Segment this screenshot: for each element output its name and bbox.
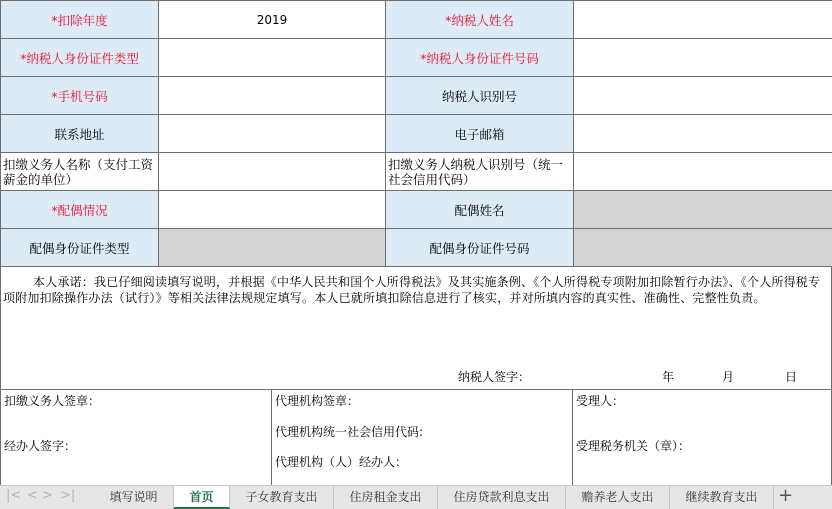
phone-cell[interactable]: [159, 77, 386, 115]
label-spouse-id-number: 配偶身份证件号码: [386, 229, 574, 267]
row-spouse-id: [1, 229, 832, 267]
tax-office-seal-label: 受理税务机关（章）：: [576, 439, 691, 453]
spouse-name-cell[interactable]: [574, 191, 832, 229]
spouse-status-cell[interactable]: [159, 191, 386, 229]
row-withholding-agent: [1, 153, 832, 191]
row-address: [1, 115, 832, 153]
prev-sheet-icon[interactable]: <: [27, 488, 38, 503]
address-cell[interactable]: [159, 115, 386, 153]
label-deduction-year: *扣除年度: [1, 1, 159, 39]
pledge-text: 本人承诺：我已仔细阅读填写说明，并根据《中华人民共和国个人所得税法》及其实施条例、《个人所得税专项附加扣除暂行办法》、《个人所得税专项附加扣除操作办法（试行）》等相关法律法规规定填写。本人已就所填扣除信息进行了核实，并对所填内容的真实性、准确性、完整性负责。: [3, 275, 821, 305]
label-taxpayer-name: *纳税人姓名: [386, 1, 574, 39]
receiver-label: 受理人：: [576, 394, 625, 408]
label-spouse-name: 配偶姓名: [386, 191, 574, 229]
row-deduction-year: [1, 1, 832, 39]
first-sheet-icon[interactable]: |<: [6, 488, 22, 503]
label-phone: *手机号码: [1, 77, 159, 115]
id-type-cell[interactable]: [159, 39, 386, 77]
tab-housing-rent[interactable]: 住房租金支出: [334, 486, 438, 509]
withholding-agent-seal-label: 扣缴义务人签章：: [4, 394, 101, 408]
sheet-tab-bar: [0, 485, 832, 509]
withholding-agent-name-cell[interactable]: [159, 153, 386, 191]
label-address: 联系地址: [1, 115, 159, 153]
tab-child-education[interactable]: 子女教育支出: [230, 486, 334, 509]
email-cell[interactable]: [574, 115, 832, 153]
signature-section: [0, 389, 832, 485]
row-id-type: [1, 39, 832, 77]
row-phone: [1, 77, 832, 115]
month-label: 月: [722, 370, 735, 384]
withholding-agent-id-cell[interactable]: [574, 153, 832, 191]
label-email: 电子邮箱: [386, 115, 574, 153]
taxpayer-id-cell[interactable]: [574, 77, 832, 115]
tax-office-column: [573, 390, 832, 486]
agency-column: [272, 390, 573, 486]
id-number-cell[interactable]: [574, 39, 832, 77]
last-sheet-icon[interactable]: >|: [60, 488, 76, 503]
taxpayer-name-cell[interactable]: [574, 1, 832, 39]
add-sheet-button[interactable]: +: [778, 485, 794, 506]
tab-home[interactable]: 首页: [174, 486, 230, 509]
year-label: 年: [662, 370, 675, 384]
pledge-section: [0, 266, 832, 390]
tab-elderly-support[interactable]: 赡养老人支出: [566, 486, 670, 509]
tab-mortgage-interest[interactable]: 住房贷款利息支出: [438, 486, 566, 509]
taxpayer-signature-label: 纳税人签字：: [458, 370, 531, 384]
label-spouse-id-type: 配偶身份证件类型: [1, 229, 159, 267]
spouse-id-number-cell[interactable]: [574, 229, 832, 267]
withholding-agent-column: [1, 390, 272, 486]
label-taxpayer-id: 纳税人识别号: [386, 77, 574, 115]
row-spouse-status: [1, 191, 832, 229]
agency-credit-code-label: 代理机构统一社会信用代码:: [275, 425, 424, 439]
label-id-type: *纳税人身份证件类型: [1, 39, 159, 77]
label-withholding-agent-name: 扣缴义务人名称（支付工资薪金的单位）: [1, 153, 159, 191]
label-spouse-status: *配偶情况: [1, 191, 159, 229]
day-label: 日: [785, 370, 798, 384]
agency-handler-label: 代理机构（人）经办人：: [275, 455, 408, 469]
tab-continuing-education[interactable]: 继续教育支出: [670, 486, 774, 509]
deduction-year-cell[interactable]: 2019: [159, 1, 386, 39]
tab-instructions[interactable]: 填写说明: [94, 486, 174, 509]
agency-seal-label: 代理机构签章：: [275, 394, 360, 408]
next-sheet-icon[interactable]: >: [42, 488, 53, 503]
spouse-id-type-cell[interactable]: [159, 229, 386, 267]
label-withholding-agent-id: 扣缴义务人纳税人识别号（统一社会信用代码）: [386, 153, 574, 191]
handler-signature-label: 经办人签字：: [4, 439, 77, 453]
label-id-number: *纳税人身份证件号码: [386, 39, 574, 77]
